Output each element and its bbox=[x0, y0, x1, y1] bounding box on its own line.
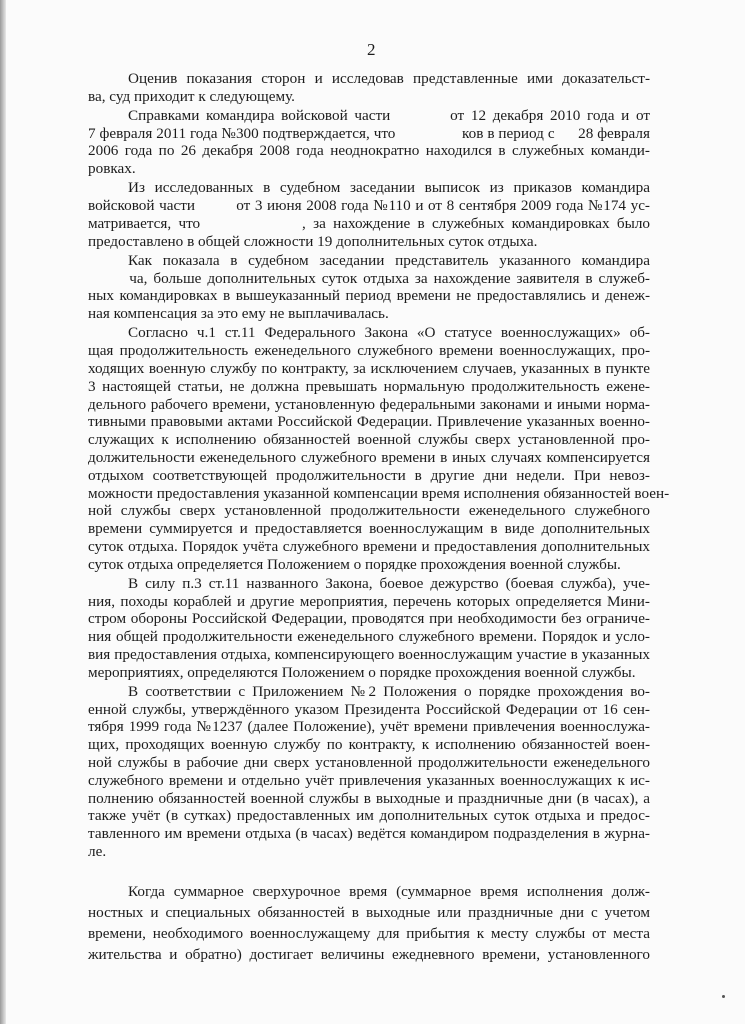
text-line: предоставлено в общей сложности 19 дополнительных суток отдыха. bbox=[88, 232, 538, 250]
text-line: ровках. bbox=[88, 160, 136, 178]
text-line: ва, суд приходит к следующему. bbox=[88, 87, 295, 105]
paragraph bbox=[88, 107, 650, 178]
document-body bbox=[88, 70, 670, 966]
text-line: вия предоставления отдыха, компенсирующего военнослужащим участие в указанных bbox=[88, 645, 650, 663]
text-line: матривается, что , за нахождение в служебных командировках было bbox=[88, 214, 650, 232]
text-line: суток отдыха. Порядок учёта служебного времени и предоставления дополнительных bbox=[88, 537, 650, 555]
text-line: времени, необходимого военнослужащему для прибытия к месту службы от места bbox=[88, 924, 650, 942]
text-line: стром обороны Российской Федерации, проводятся при необходимости без ограниче- bbox=[88, 610, 650, 628]
text-line: служебного времени и отдельно учёт привлечения указанных военнослужащих к ис- bbox=[88, 771, 650, 789]
text-line: В соответствии с Приложением №2 Положения о порядке прохождения во- bbox=[128, 682, 650, 700]
text-line: тавленного им времени отдыха (в часах) ведётся командиром подразделения в журна- bbox=[88, 825, 650, 843]
text-line: ной службы в рабочие дни сверх установленной продолжительности еженедельного bbox=[88, 754, 650, 772]
text-line: времени суммируется и предоставляется военнослужащим в виде дополнительных bbox=[88, 520, 650, 538]
text-line: Оценив показания сторон и исследовав представленные ими доказательст- bbox=[128, 70, 650, 87]
text-line: Из исследованных в судебном заседании выписок из приказов командира bbox=[128, 179, 650, 197]
text-line: 3 настоящей статьи, не должна превышать нормальную продолжительность ежене- bbox=[88, 377, 650, 395]
text-line: Когда суммарное сверхурочное время (суммарное время исполнения долж- bbox=[128, 882, 650, 900]
text-line: также учёт (в сутках) предоставленных им дополнительных суток отдыха и предос- bbox=[88, 807, 650, 825]
text-line: жительства и обратно) достигает величины ежедневного времени, установленного bbox=[88, 945, 650, 963]
text-line: ча, больше дополнительных суток отдыха за нахождение заявителя в служеб- bbox=[88, 269, 650, 287]
page-number: 2 bbox=[367, 40, 376, 59]
text-line: ностных и специальных обязанностей в выходные или праздничные дни с учетом bbox=[88, 903, 650, 921]
text-line: полнению обязанностей военной службы в выходные и праздничные дни (в часах), а bbox=[88, 789, 650, 807]
text-line: щая продолжительность еженедельного служебного времени военнослужащих, про- bbox=[88, 342, 650, 360]
text-line: отдыхом соответствующей продолжительности в другие дни недели. При невоз- bbox=[88, 466, 650, 484]
scan-speck bbox=[722, 995, 725, 998]
text-line: Как показала в судебном заседании представитель указанного командира bbox=[128, 251, 650, 269]
text-line: Согласно ч.1 ст.11 Федерального Закона «О статусе военнослужащих» об- bbox=[128, 324, 650, 342]
text-line: суток отдыха определяется Положением о порядке прохождения военной службы. bbox=[88, 555, 621, 573]
text-line: войсковой части от 3 июня 2008 года №110 и от 8 сентября 2009 года №174 ус- bbox=[88, 197, 650, 215]
text-line: щих, проходящих военную службу по контракту, к исполнению обязанностей воен- bbox=[88, 736, 650, 754]
text-line: В силу п.3 ст.11 названного Закона, боевое дежурство (боевая служба), уче- bbox=[128, 574, 650, 592]
scan-edge-shadow bbox=[0, 0, 6, 1024]
text-line: ния, походы кораблей и другие мероприятия, перечень которых определяется Мини- bbox=[88, 592, 650, 610]
paragraph bbox=[88, 881, 650, 965]
text-line: ной службы сверх установленной продолжительности еженедельного служебного bbox=[88, 502, 650, 520]
paragraph bbox=[88, 252, 650, 323]
text-line: тября 1999 года №1237 (далее Положение), учёт времени привлечения военнослужа- bbox=[88, 718, 650, 736]
text-line: 7 февраля 2011 года №300 подтверждается, что ков в период с 28 февраля bbox=[88, 124, 650, 142]
text-line: тивными правовыми актами Российской Федерации. Привлечение указанных военно- bbox=[88, 413, 650, 431]
text-line: ных командировках в вышеуказанный период времени не предоставлялись и денеж- bbox=[88, 287, 650, 305]
text-line: ле. bbox=[88, 843, 107, 861]
paragraph bbox=[88, 575, 650, 682]
paragraph bbox=[88, 179, 650, 250]
text-line: должительности еженедельного служебного времени в иных случаях компенсируется bbox=[88, 448, 650, 466]
text-line: служащих к исполнению обязанностей военной службы сверх установленной про- bbox=[88, 431, 650, 449]
text-line: 2006 года по 26 декабря 2008 года неоднократно находился в служебных команди- bbox=[88, 142, 650, 160]
text-line: дельного рабочего времени, установленную федеральными законами и иными норма- bbox=[88, 395, 650, 413]
text-line: ходящих военную службу по контракту, за исключением случаев, указанных в пункте bbox=[88, 359, 650, 377]
text-line: ная компенсация за это ему не выплачивалась. bbox=[88, 305, 389, 323]
text-line: мероприятиях, определяются Положением о порядке прохождения военной службы. bbox=[88, 663, 636, 681]
text-line: ния общей продолжительности еженедельного служебного времени. Порядок и усло- bbox=[88, 628, 650, 646]
text-line: можности предоставления указанной компенсации время исполнения обязанностей воен- bbox=[88, 484, 670, 502]
text-line: Справками командира войсковой части от 12 декабря 2010 года и от bbox=[128, 106, 650, 124]
text-line: енной службы, утверждённого указом Президента Российской Федерации от 16 сен- bbox=[88, 700, 650, 718]
paragraph bbox=[88, 324, 670, 573]
paragraph bbox=[88, 683, 650, 861]
paragraph bbox=[88, 70, 650, 106]
